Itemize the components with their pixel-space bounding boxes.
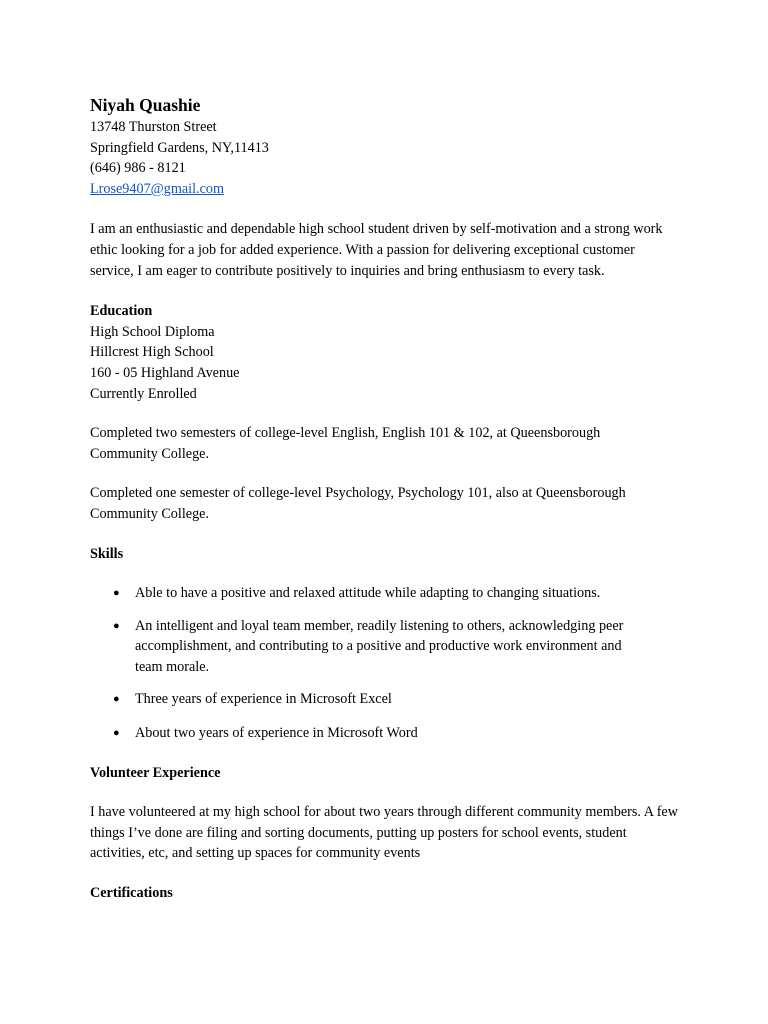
volunteer-paragraph: I have volunteered at my high school for about two years through different community members. A few things I’ve done are filing and sorting documents, putting up posters for school events, student activities, etc, and setting up spaces for community events	[90, 804, 678, 862]
education-school: Hillcrest High School	[90, 344, 214, 361]
education-status: Currently Enrolled	[90, 385, 197, 402]
certifications-heading: Certifications	[90, 885, 173, 902]
skill-item	[90, 689, 690, 710]
skill-item	[90, 616, 625, 678]
bullet-icon: ●	[113, 587, 120, 600]
bullet-icon: ●	[113, 619, 120, 632]
bullet-icon: ●	[113, 693, 120, 706]
education-address: 160 - 05 Highland Avenue	[90, 364, 240, 381]
skill-text: An intelligent and loyal team member, readily listening to others, acknowledging peer accomplishment, and contributing to a positive and productive work environment and team morale.	[135, 617, 624, 675]
volunteer-heading: Volunteer Experience	[90, 764, 221, 781]
resume-document	[90, 94, 690, 904]
education-note-psychology: Completed one semester of college-level Psychology, Psychology 101, also at Queensborough Community College.	[90, 485, 626, 522]
education-diploma: High School Diploma	[90, 323, 215, 340]
phone-number: (646) 986 - 8121	[90, 160, 186, 177]
bullet-icon: ●	[113, 727, 120, 740]
skill-item	[90, 723, 690, 744]
address-street: 13748 Thurston Street	[90, 119, 217, 135]
email-link[interactable]: Lrose9407@gmail.com	[90, 180, 225, 197]
resume-name: Niyah Quashie	[90, 95, 201, 115]
skills-heading: Skills	[90, 545, 124, 562]
skills-list	[90, 583, 690, 744]
skill-text: Able to have a positive and relaxed attitude while adapting to changing situations.	[135, 585, 601, 602]
summary-paragraph: I am an enthusiastic and dependable high school student driven by self-motivation and a strong work ethic looking for a job for added experience. With a passion for delivering exceptional customer service, I am eager to contribute positively to inquiries and bring enthusiasm to every task.	[90, 221, 663, 279]
education-note-english: Completed two semesters of college-level English, English 101 & 102, at Queensborough Community College.	[90, 425, 601, 462]
skill-item	[90, 583, 690, 604]
education-heading: Education	[90, 303, 153, 320]
skill-text: Three years of experience in Microsoft Excel	[135, 691, 392, 708]
address-city: Springfield Gardens, NY,11413	[90, 139, 269, 156]
skill-text: About two years of experience in Microsoft Word	[135, 725, 418, 742]
